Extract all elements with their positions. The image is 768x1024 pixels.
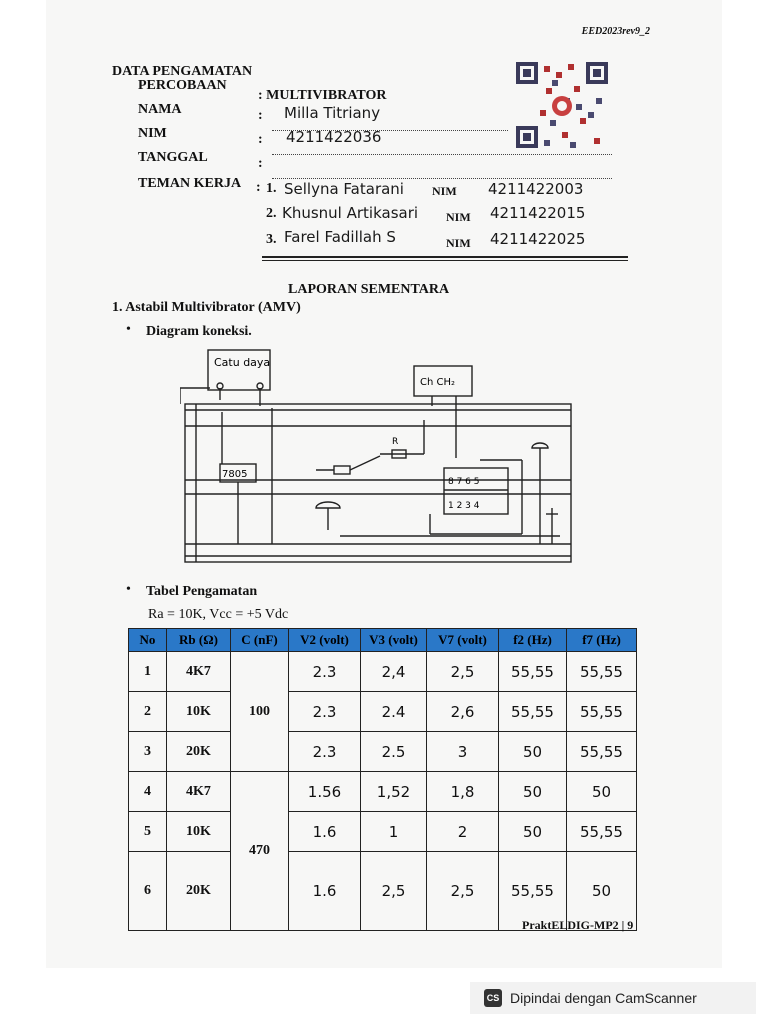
column-header: V2 (volt) bbox=[289, 629, 361, 652]
report-title: LAPORAN SEMENTARA bbox=[288, 282, 450, 297]
observation-table bbox=[128, 628, 637, 931]
partner-2-nim-label: NIM bbox=[446, 210, 471, 224]
nim-colon: : bbox=[258, 132, 263, 147]
camscanner-text: Dipindai dengan CamScanner bbox=[510, 990, 697, 1006]
document-reference: EED2023rev9_2 bbox=[581, 26, 650, 37]
table-row bbox=[129, 732, 637, 772]
partner-1-nim: 4211422003 bbox=[488, 180, 584, 198]
power-supply-label: Catu daya bbox=[214, 356, 271, 369]
tanggal-colon: : bbox=[258, 156, 263, 171]
partner-2-number: 2. bbox=[266, 206, 277, 221]
cell-rb: 20K bbox=[167, 852, 231, 931]
cell-c-group-2: 470 bbox=[231, 772, 289, 931]
table-row bbox=[129, 812, 637, 852]
column-header: No bbox=[129, 629, 167, 652]
header-divider-thin bbox=[262, 260, 628, 261]
cell-v3: 1,52 bbox=[361, 772, 427, 812]
table-heading: Tabel Pengamatan bbox=[146, 584, 258, 599]
partner-2-name: Khusnul Artikasari bbox=[282, 204, 419, 222]
cell-v7: 1,8 bbox=[427, 772, 499, 812]
teman-kerja-colon: : bbox=[256, 180, 261, 195]
heading-amv: 1. Astabil Multivibrator (AMV) bbox=[112, 300, 301, 315]
cell-v7: 3 bbox=[427, 732, 499, 772]
cell-no: 6 bbox=[129, 852, 167, 931]
cell-v3: 2,4 bbox=[361, 652, 427, 692]
partner-1-nim-label: NIM bbox=[432, 184, 457, 198]
nama-value: Milla Titriany bbox=[284, 104, 381, 122]
header-divider-thick bbox=[262, 256, 628, 258]
connection-diagram bbox=[180, 348, 576, 570]
oscilloscope-label: Ch CH₂ bbox=[420, 377, 456, 388]
cell-rb: 20K bbox=[167, 732, 231, 772]
cell-f2: 55,55 bbox=[499, 852, 567, 931]
nama-colon: : bbox=[258, 108, 263, 123]
cell-f7: 55,55 bbox=[567, 732, 637, 772]
section-title: DATA PENGAMATAN bbox=[112, 64, 253, 79]
column-header: Rb (Ω) bbox=[167, 629, 231, 652]
cell-f2: 55,55 bbox=[499, 652, 567, 692]
tanggal-label: TANGGAL bbox=[138, 150, 208, 165]
cell-no: 3 bbox=[129, 732, 167, 772]
cell-v2: 2.3 bbox=[289, 732, 361, 772]
cell-f7: 55,55 bbox=[567, 812, 637, 852]
table-row bbox=[129, 772, 637, 812]
cell-rb: 4K7 bbox=[167, 772, 231, 812]
column-header: C (nF) bbox=[231, 629, 289, 652]
table-header-row bbox=[129, 629, 637, 652]
partner-3-number: 3. bbox=[266, 232, 277, 247]
column-header: f2 (Hz) bbox=[499, 629, 567, 652]
cell-rb: 4K7 bbox=[167, 652, 231, 692]
percobaan-label: PERCOBAAN bbox=[138, 78, 227, 93]
table-row bbox=[129, 652, 637, 692]
cell-f2: 55,55 bbox=[499, 692, 567, 732]
cell-v2: 2.3 bbox=[289, 652, 361, 692]
partner-1-number: 1. bbox=[266, 181, 277, 196]
regulator-label: 7805 bbox=[222, 469, 248, 480]
nim-label: NIM bbox=[138, 126, 167, 141]
cell-v2: 2.3 bbox=[289, 692, 361, 732]
nama-label: NAMA bbox=[138, 102, 182, 117]
cell-v3: 1 bbox=[361, 812, 427, 852]
camscanner-watermark bbox=[470, 982, 756, 1014]
cell-v7: 2,5 bbox=[427, 652, 499, 692]
cell-c-group-1: 100 bbox=[231, 652, 289, 772]
teman-kerja-label: TEMAN KERJA bbox=[138, 176, 242, 191]
partner-2-nim: 4211422015 bbox=[490, 204, 586, 222]
resistor-label: R bbox=[392, 437, 399, 447]
camscanner-logo-icon: CS bbox=[484, 989, 502, 1007]
bullet-icon: • bbox=[126, 582, 131, 597]
cell-f7: 50 bbox=[567, 772, 637, 812]
partner-3-nim-label: NIM bbox=[446, 236, 471, 250]
ic-top-pins: 8 7 6 5 bbox=[448, 477, 480, 487]
percobaan-value: : MULTIVIBRATOR bbox=[258, 88, 387, 103]
cell-f2: 50 bbox=[499, 812, 567, 852]
cell-v3: 2.5 bbox=[361, 732, 427, 772]
cell-v2: 1.6 bbox=[289, 812, 361, 852]
cell-f2: 50 bbox=[499, 732, 567, 772]
table-parameters: Ra = 10K, Vcc = +5 Vdc bbox=[148, 607, 289, 622]
cell-v7: 2,5 bbox=[427, 852, 499, 931]
cell-f7: 55,55 bbox=[567, 692, 637, 732]
column-header: V7 (volt) bbox=[427, 629, 499, 652]
cell-f7: 55,55 bbox=[567, 652, 637, 692]
cell-v7: 2 bbox=[427, 812, 499, 852]
cell-no: 4 bbox=[129, 772, 167, 812]
cell-v2: 1.56 bbox=[289, 772, 361, 812]
cell-f2: 50 bbox=[499, 772, 567, 812]
diagram-heading: Diagram koneksi. bbox=[146, 324, 252, 339]
ic-bottom-pins: 1 2 3 4 bbox=[448, 501, 480, 511]
bullet-icon: • bbox=[126, 322, 131, 337]
cell-v3: 2.4 bbox=[361, 692, 427, 732]
cell-rb: 10K bbox=[167, 812, 231, 852]
table-row bbox=[129, 692, 637, 732]
cell-v2: 1.6 bbox=[289, 852, 361, 931]
cell-v3: 2,5 bbox=[361, 852, 427, 931]
cell-f7: 50 bbox=[567, 852, 637, 931]
partner-3-name: Farel Fadillah S bbox=[284, 228, 396, 246]
page-footer: PraktELDIG-MP2 | 9 bbox=[522, 918, 634, 932]
partner-3-nim: 4211422025 bbox=[490, 230, 586, 248]
column-header: f7 (Hz) bbox=[567, 629, 637, 652]
partner-1-name: Sellyna Fatarani bbox=[284, 180, 404, 198]
nim-value: 4211422036 bbox=[286, 128, 382, 146]
cell-rb: 10K bbox=[167, 692, 231, 732]
cell-no: 1 bbox=[129, 652, 167, 692]
tanggal-dotted-line bbox=[272, 164, 612, 179]
cell-no: 2 bbox=[129, 692, 167, 732]
column-header: V3 (volt) bbox=[361, 629, 427, 652]
cell-v7: 2,6 bbox=[427, 692, 499, 732]
cell-no: 5 bbox=[129, 812, 167, 852]
